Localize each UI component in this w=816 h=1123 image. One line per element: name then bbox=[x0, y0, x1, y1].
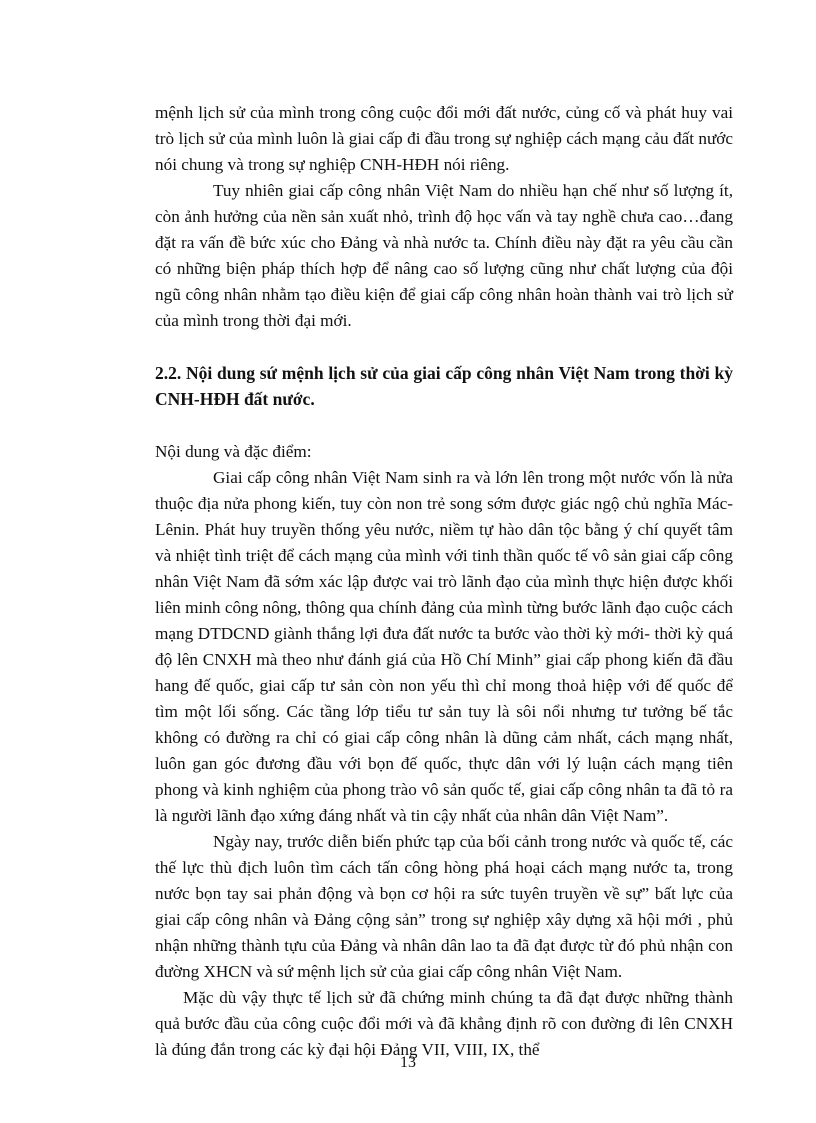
paragraph-current-context: Ngày nay, trước diễn biến phức tạp của bối cảnh trong nước và quốc tế, các thế lực thù địch luôn tìm cách tấn công hòng phá hoại cách mạng nước ta, trong nước bọn tay sai phản động và bọn cơ hội ra sức tuyên truyền về sự” bất lực của giai cấp công nhân và Đảng cộng sản” trong sự nghiệp xây dựng xã hội mới , phủ nhận những thành tựu của Đảng và nhân dân lao ta đã đạt được từ đó phủ nhận con đường XHCN và sứ mệnh lịch sử của giai cấp công nhân Việt Nam. bbox=[155, 832, 733, 981]
paragraph-origin: Giai cấp công nhân Việt Nam sinh ra và lớn lên trong một nước vốn là nửa thuộc địa nửa phong kiến, tuy còn non trẻ song sớm được giác ngộ chủ nghĩa Mác- Lênin. Phát huy truyền thống yêu nước, niềm tự hào dân tộc bằng ý chí quyết tâm và nhiệt tình triệt để cách mạng của mình với tinh thần quốc tế vô sản giai cấp công nhân Việt Nam đã sớm xác lập được vai trò lãnh đạo của mình thực hiện được khối liên minh công nông, thông qua chính đảng của mình từng bước lãnh đạo cuộc cách mạng DTDCND giành thắng lợi đưa đất nước ta bước vào thời kỳ mới- thời kỳ quá độ lên CNXH mà theo như đánh giá của Hồ Chí Minh” giai cấp phong kiến đã đầu hang đế quốc, giai cấp tư sản còn non yếu thì chỉ mong thoả hiệp với đế quốc để tìm một lối sống. Các tầng lớp tiểu tư sản tuy là sôi nổi nhưng tư tưởng bế tắc không có đường ra chỉ có giai cấp công nhân là dũng cảm nhất, cách mạng nhất, luôn gan góc đương đầu với bọn đế quốc, thực dân với lý luận cách mạng tiên phong và kinh nghiệm của phong trào vô sản quốc tế, giai cấp công nhân ta đã tỏ ra là người lãnh đạo xứng đáng nhất và tin cậy nhất của nhân dân Việt Nam”. bbox=[155, 468, 733, 825]
paragraph-limitations: Tuy nhiên giai cấp công nhân Việt Nam do nhiều hạn chế như số lượng ít, còn ảnh hưởng của nền sản xuất nhỏ, trình độ học vấn và tay nghề chưa cao…đang đặt ra vấn đề bức xúc cho Đảng và nhà nước ta. Chính điều này đặt ra yêu cầu cần có những biện pháp thích hợp để nâng cao số lượng cũng như chất lượng của đội ngũ công nhân nhằm tạo điều kiện để giai cấp công nhân hoàn thành vai trò lịch sử của mình trong thời đại mới. bbox=[155, 181, 733, 330]
document-page bbox=[155, 100, 733, 1063]
page-number: 13 bbox=[400, 1054, 416, 1071]
paragraph-achievements: Mặc dù vậy thực tế lịch sử đã chứng minh chúng ta đã đạt được những thành quả bước đầu của công cuộc đổi mới và đã khẳng định rõ con đường đi lên CNXH là đúng đắn trong các kỳ đại hội Đảng VII, VIII, IX, thể bbox=[155, 988, 733, 1059]
section-heading: 2.2. Nội dung sứ mệnh lịch sử của giai cấp công nhân Việt Nam trong thời kỳ CNH-HĐH đất nước. bbox=[155, 363, 733, 409]
paragraph-continuation: mệnh lịch sử của mình trong công cuộc đổi mới đất nước, củng cố và phát huy vai trò lịch sử của mình luôn là giai cấp đi đầu trong sự nghiệp cách mạng cảu đất nước nói chung và trong sự nghiệp CNH-HĐH nói riêng. bbox=[155, 103, 733, 174]
subheading-content-features: Nội dung và đặc điểm: bbox=[155, 442, 312, 461]
